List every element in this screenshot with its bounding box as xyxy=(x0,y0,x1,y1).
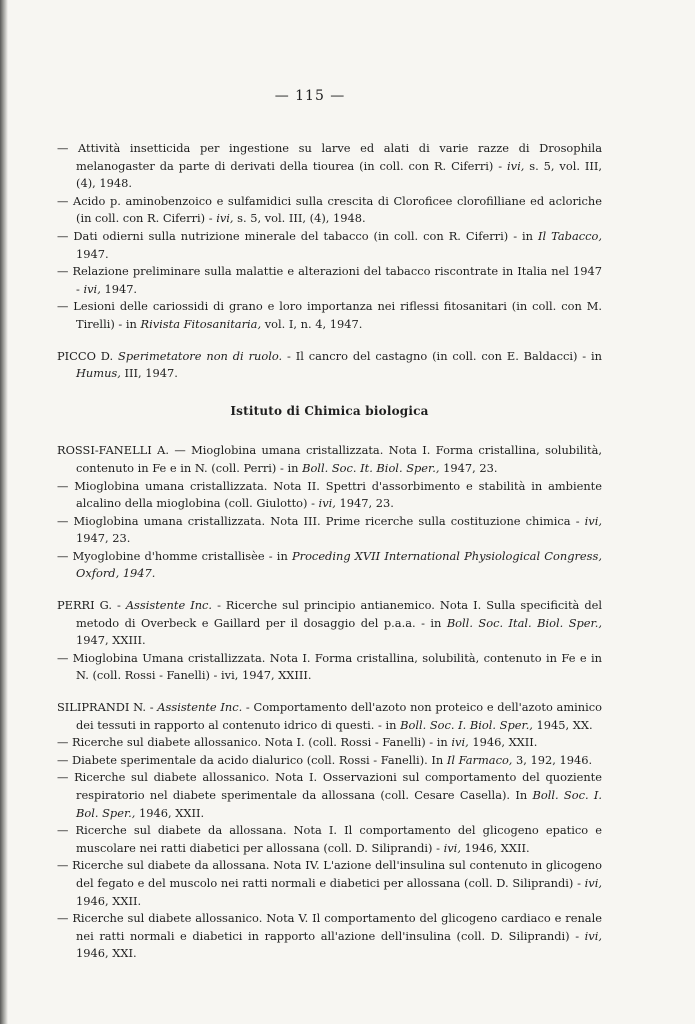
page-number: — 115 — xyxy=(274,88,346,104)
list-item: — Mioglobina umana cristallizzata. Nota II. Spettri d'assorbimento e stabilità in ambiente alcalino della mioglobina (coll. Giulotto) - ivi, 1947, 23. xyxy=(57,478,602,511)
list-item: — Acido p. aminobenzoico e sulfamidici sulla crescita di Cloroficee clorofilliane ed acloriche (in coll. con R. Ciferri) - ivi, s. 5, vol. III, (4), 1948. xyxy=(57,193,602,226)
list-item: — Ricerche sul diabete da allossana. Nota I. Il comportamento del glicogeno epatico e muscolare nei ratti diabetici per allossana (coll. D. Siliprandi) - ivi, 1946, XXII. xyxy=(57,823,602,855)
siliprandi-first-entry: SILIPRANDI N. - Assistente Inc. - Comportamento dell'azoto non proteico e dell'azoto aminico dei tessuti in rapporto al contenuto idrico di questi. - in Boll. Soc. I. Biol. Sper., 1945, XX. xyxy=(57,700,602,732)
picco-entry: PICCO D. Sperimetatore non di ruolo. - Il cancro del castagno (in coll. con E. Baldacci) - in Humus, III, 1947. xyxy=(57,348,602,381)
list-item: — Ricerche sul diabete allossanico. Nota I. Osservazioni sul comportamento del quoziente respiratorio nel diabete sperimentale da allossana (coll. Cesare Casella). In Boll. Soc. I. Bol. Sper., 1946, XXII. xyxy=(57,770,602,820)
list-item: — Ricerche sul diabete da allossana. Nota IV. L'azione dell'insulina sul contenuto in glicogeno del fegato e del muscolo nei ratti normali e diabetici per allossana (coll. D. Siliprandi) - ivi, 1946, XXII. xyxy=(57,858,602,908)
perri-first-entry: PERRI G. - Assistente Inc. - Ricerche sul principio antianemico. Nota I. Sulla specificità del metodo di Overbeck e Gaillard per il dosaggio del p.a.a. - in Boll. Soc. Ital. Biol. Sper., 1947, XXIII. xyxy=(57,598,602,648)
list-item: — Relazione preliminare sulla malattie e alterazioni del tabacco riscontrate in Italia nel 1947 - ivi, 1947. xyxy=(57,264,602,296)
list-item: — Mioglobina Umana cristallizzata. Nota I. Forma cristallina, solubilità, contenuto in Fe e in N. (coll. Rossi - Fanelli) - ivi, 1947, XXIII. xyxy=(57,650,602,683)
section-title: Istituto di Chimica biologica xyxy=(230,403,429,418)
list-item: — Myoglobine d'homme cristallisèe - in Proceding XVII International Physiological Congress, Oxford, 1947. xyxy=(57,548,602,581)
page-content xyxy=(57,140,602,963)
list-item: — Ricerche sul diabete allossanico. Nota I. (coll. Rossi - Fanelli) - in ivi, 1946, XXII. xyxy=(57,735,538,750)
list-item: — Attività insetticida per ingestione su larve ed alati di varie razze di Drosophila melanogaster da parte di derivati della tiourea (in coll. con R. Ciferri) - ivi, s. 5, vol. III, (4), 1948. xyxy=(57,141,603,191)
list-item: — Mioglobina umana cristallizzata. Nota III. Prime ricerche sulla costituzione chimica - ivi, 1947, 23. xyxy=(57,513,602,546)
list-item: — Diabete sperimentale da acido dialurico (coll. Rossi - Fanelli). In Il Farmaco, 3, 192, 1946. xyxy=(57,752,593,767)
scan-edge xyxy=(0,0,8,1024)
rossi-first-entry: ROSSI-FANELLI A. — Mioglobina umana cristallizzata. Nota I. Forma cristallina, solubilità, contenuto in Fe e in N. (coll. Perri) - in Boll. Soc. It. Biol. Sper., 1947, 23. xyxy=(57,443,602,475)
group1-list xyxy=(57,140,602,334)
list-item: — Dati odierni sulla nutrizione minerale del tabacco (in coll. con R. Ciferri) - in Il Tabacco, 1947. xyxy=(57,228,602,261)
list-item: — Ricerche sul diabete allossanico. Nota V. Il comportamento del glicogeno cardiaco e renale nei ratti normali e diabetici in rapporto all'azione dell'insulina (coll. D. Siliprandi) - ivi, 1946, XXI. xyxy=(57,911,602,961)
list-item: — Lesioni delle cariossidi di grano e loro importanza nei riflessi fitosanitari (in coll. con M. Tirelli) - in Rivista Fitosanitaria, vol. I, n. 4, 1947. xyxy=(57,299,602,331)
